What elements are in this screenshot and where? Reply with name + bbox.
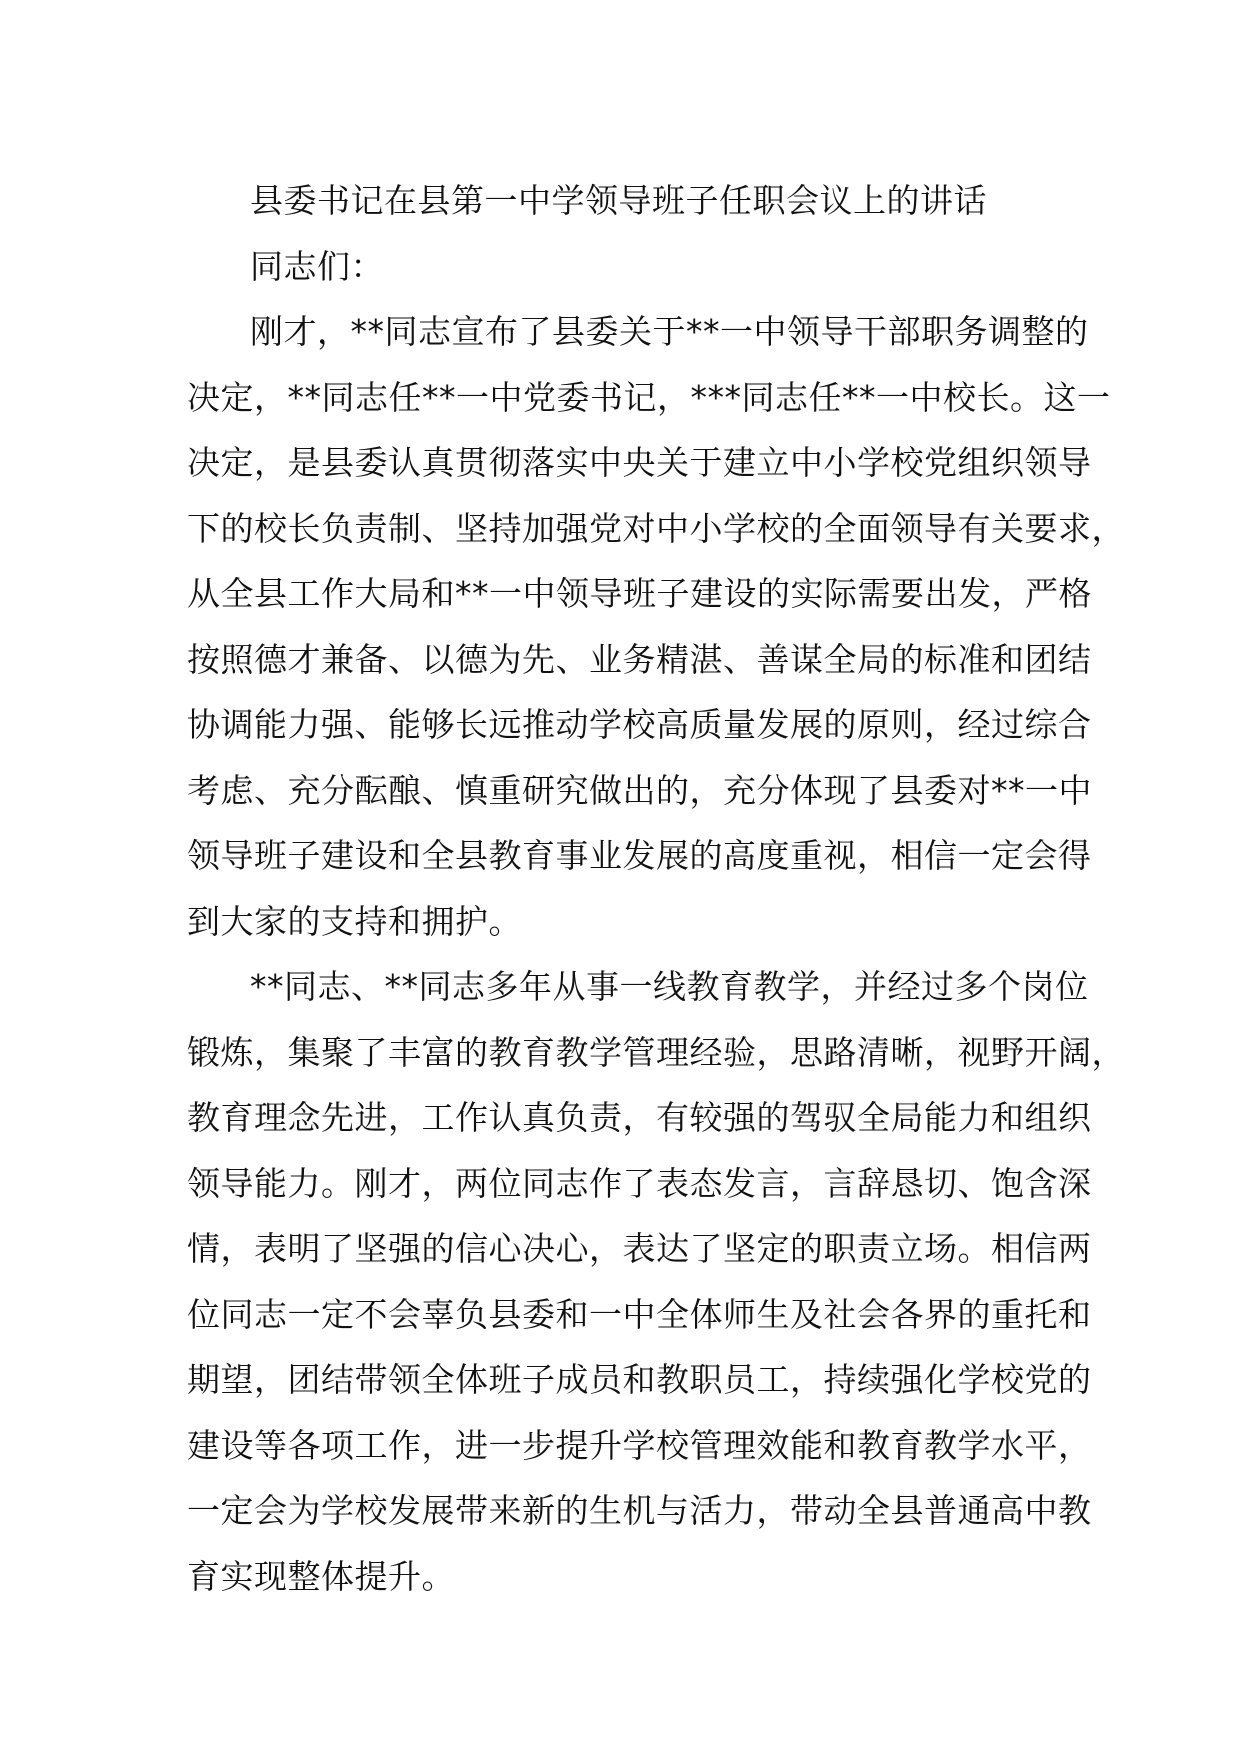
paragraph-line: 期望，团结带领全体班子成员和教职员工，持续强化学校党的 — [187, 1360, 1092, 1399]
paragraph-line: 建设等各项工作，进一步提升学校管理效能和教育教学水平， — [187, 1425, 1092, 1465]
paragraph-line: 协调能力强、能够长远推动学校高质量发展的原则，经过综合 — [187, 705, 1092, 744]
document-title: 县委书记在县第一中学领导班子任职会议上的讲话 — [250, 181, 987, 220]
paragraph-line: 育实现整体提升。 — [187, 1556, 455, 1596]
paragraph-line: 考虑、充分酝酿、慎重研究做出的，充分体现了县委对**一中 — [187, 770, 1092, 810]
paragraph-line: 下的校长负责制、坚持加强党对中小学校的全面领导有关要求， — [187, 508, 1125, 548]
paragraph-1 — [187, 299, 1125, 954]
paragraph-line: 按照德才兼备、以德为先、业务精湛、善谋全局的标准和团结 — [187, 639, 1092, 679]
paragraph-line: 刚才，**同志宣布了县委关于**一中领导干部职务调整的 — [250, 312, 1089, 351]
paragraph-line: **同志、**同志多年从事一线教育教学，并经过多个岗位 — [250, 967, 1089, 1006]
paragraph-line: 领导能力。刚才，两位同志作了表态发言，言辞恳切、饱含深 — [187, 1163, 1092, 1203]
document-body — [187, 168, 1125, 1609]
paragraph-line: 决定，**同志任**一中党委书记，***同志任**一中校长。这一 — [187, 377, 1111, 417]
paragraph-line: 决定，是县委认真贯彻落实中央关于建立中小学校党组织领导 — [187, 443, 1092, 482]
paragraph-line: 情，表明了坚强的信心决心，表达了坚定的职责立场。相信两 — [187, 1229, 1092, 1268]
paragraph-line: 教育理念先进，工作认真负责，有较强的驾驭全局能力和组织 — [187, 1098, 1092, 1137]
paragraph-line: 位同志一定不会辜负县委和一中全体师生及社会各界的重托和 — [187, 1294, 1092, 1334]
paragraph-line: 领导班子建设和全县教育事业发展的高度重视，相信一定会得 — [187, 836, 1092, 875]
salutation: 同志们： — [250, 246, 384, 286]
paragraph-2 — [187, 954, 1125, 1609]
paragraph-line: 锻炼，集聚了丰富的教育教学管理经验，思路清晰，视野开阔， — [187, 1032, 1125, 1072]
paragraph-line: 一定会为学校发展带来新的生机与活力，带动全县普通高中教 — [187, 1491, 1092, 1530]
paragraph-line: 到大家的支持和拥护。 — [187, 901, 522, 941]
paragraph-line: 从全县工作大局和**一中领导班子建设的实际需要出发，严格 — [187, 574, 1092, 613]
